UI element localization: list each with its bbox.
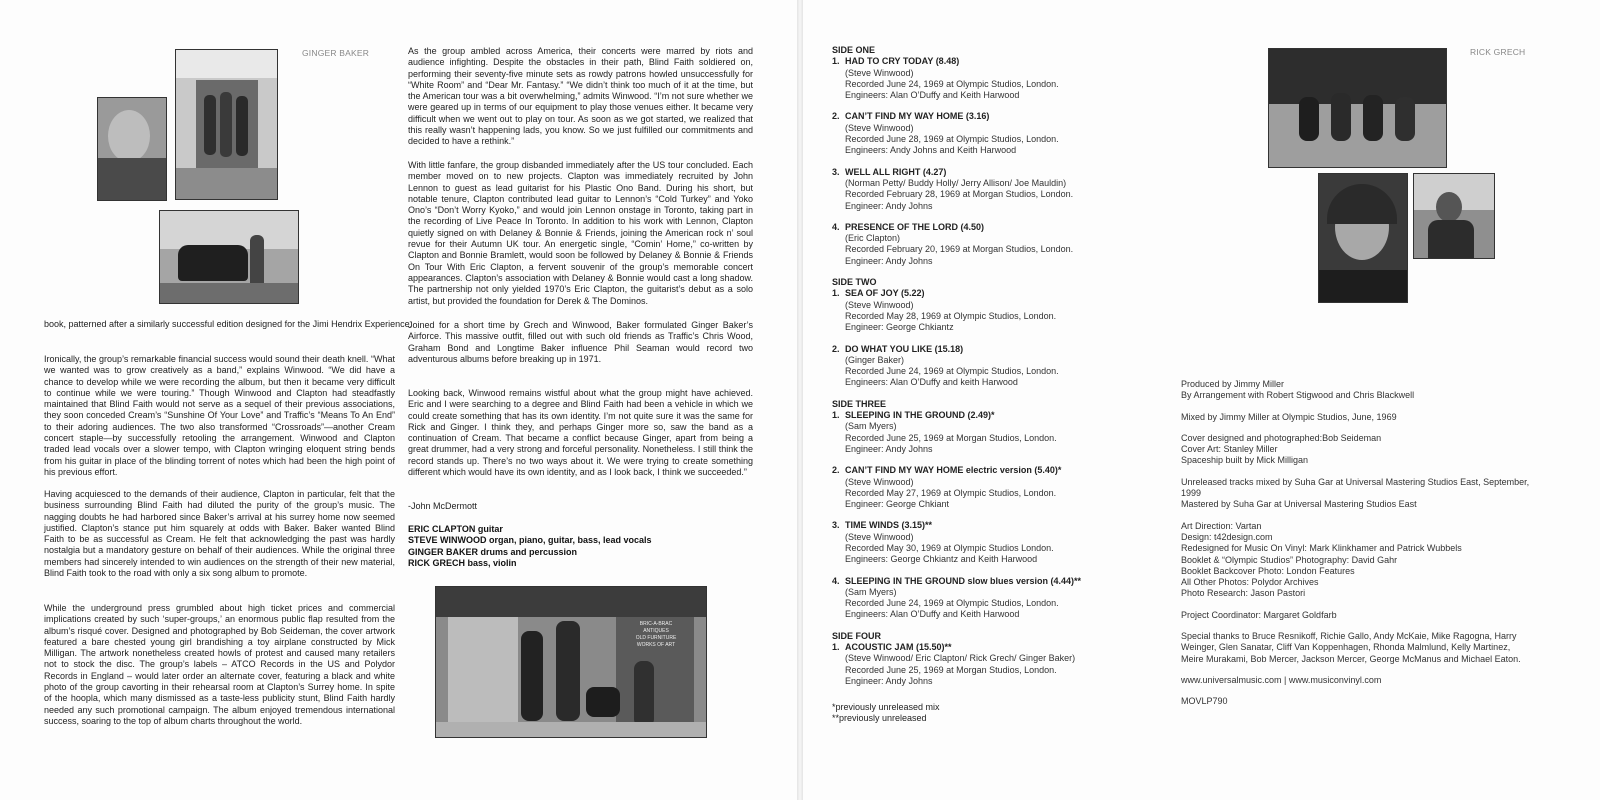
footnote: **previously unreleased bbox=[832, 713, 927, 724]
rick-grech-portrait-photo bbox=[1318, 173, 1408, 303]
track-detail: Engineer: George Chkiantz bbox=[845, 322, 954, 333]
track-detail: (Steve Winwood) bbox=[845, 531, 914, 542]
track-detail: Recorded February 20, 1969 at Morgan Studios, London. bbox=[845, 244, 1074, 255]
credit-block bbox=[1181, 433, 1531, 467]
track-title: DO WHAT YOU LIKE (15.18) bbox=[845, 343, 964, 354]
footnote: *previously unreleased mix bbox=[832, 702, 940, 712]
shop-sign-line: OLD FURNITURE bbox=[635, 635, 677, 641]
band-member-seated-photo bbox=[1413, 173, 1495, 259]
track-title: WELL ALL RIGHT (4.27) bbox=[845, 166, 947, 177]
band-doorway-photo bbox=[175, 49, 278, 200]
track-detail: Recorded June 24, 1969 at Olympic Studios, London. bbox=[845, 598, 1059, 609]
photo-credit-ginger-baker: GINGER BAKER bbox=[302, 48, 370, 58]
track-number: 3. bbox=[832, 166, 840, 177]
track-detail: Engineer: Andy Johns bbox=[845, 200, 933, 211]
track-detail: Recorded June 25, 1969 at Morgan Studios, London. bbox=[845, 432, 1057, 443]
track-number: 2. bbox=[832, 465, 840, 476]
track-detail: Recorded May 30, 1969 at Olympic Studios London. bbox=[845, 542, 1054, 553]
track-detail: (Steve Winwood) bbox=[845, 67, 914, 78]
credit-line: Cover Art: Stanley Miller bbox=[1181, 444, 1278, 455]
track-title: SLEEPING IN THE GROUND (2.49)* bbox=[845, 410, 995, 421]
track-number: 4. bbox=[832, 221, 840, 232]
shop-sign-line: WORKS OF ART bbox=[636, 642, 676, 648]
credit-line: Special thanks to Bruce Resnikoff, Richie Gallo, Andy McKaie, Mike Ragogna, Harry Weinger, Glen Sanatar, Cliff Van Koppenhagen, Rhonda Malmlund, Kelly Martinez, Meire Murakami, Bob Mercer, Jackson Mercer, George McManus and Michael Eaton. bbox=[1181, 631, 1521, 664]
side-heading: SIDE THREE bbox=[832, 398, 887, 409]
side-heading: SIDE FOUR bbox=[832, 630, 882, 641]
production-credits bbox=[1181, 379, 1531, 718]
track-detail: Engineers: George Chkiantz and Keith Harwood bbox=[845, 554, 1038, 565]
track-item bbox=[832, 410, 1162, 455]
track-title: HAD TO CRY TODAY (8.48) bbox=[845, 56, 960, 67]
footnotes bbox=[832, 702, 940, 725]
website-links: www.universalmusic.com | www.musiconvinyl.com bbox=[1181, 674, 1382, 685]
track-item bbox=[832, 520, 1162, 565]
credit-block bbox=[1181, 477, 1531, 511]
track-detail: Recorded May 27, 1969 at Olympic Studios, London. bbox=[845, 487, 1057, 498]
credit-line: Produced by Jimmy Miller bbox=[1181, 379, 1285, 389]
track-detail: Engineers: Alan O’Duffy and Keith Harwood bbox=[845, 609, 1020, 620]
track-number: 1. bbox=[832, 410, 840, 421]
left-page bbox=[0, 0, 797, 800]
track-number: 1. bbox=[832, 288, 840, 299]
lineup-member: ERIC CLAPTON guitar bbox=[408, 524, 503, 534]
track-detail: (Ginger Baker) bbox=[845, 354, 905, 365]
lineup-member: RICK GRECH bass, violin bbox=[408, 557, 517, 568]
street-car-photo bbox=[159, 210, 299, 304]
lineup-member: GINGER BAKER drums and percussion bbox=[408, 546, 578, 557]
track-title: CAN’T FIND MY WAY HOME (3.16) bbox=[845, 111, 990, 122]
credit-line: Spaceship built by Mick Milligan bbox=[1181, 455, 1309, 466]
band-seated-photo bbox=[1268, 48, 1447, 168]
track-detail: (Norman Petty/ Buddy Holly/ Jerry Allison/ Joe Mauldin) bbox=[845, 177, 1067, 188]
credit-block bbox=[1181, 631, 1531, 665]
track-detail: Recorded June 24, 1969 at Olympic Studios, London. bbox=[845, 78, 1059, 89]
lineup-member: STEVE WINWOOD organ, piano, guitar, bass, lead vocals bbox=[408, 535, 652, 546]
track-detail: Recorded June 25, 1969 at Morgan Studios, London. bbox=[845, 664, 1057, 675]
track-detail: Engineer: Andy Johns bbox=[845, 443, 933, 454]
credit-line: Project Coordinator: Margaret Goldfarb bbox=[1181, 609, 1337, 620]
track-title: PRESENCE OF THE LORD (4.50) bbox=[845, 221, 985, 232]
track-item bbox=[832, 167, 1162, 212]
track-detail: (Steve Winwood) bbox=[845, 476, 914, 487]
right-page bbox=[803, 0, 1600, 800]
track-item bbox=[832, 288, 1162, 333]
credit-block bbox=[1181, 412, 1531, 423]
track-detail: Engineers: Alan O’Duffy and Keith Harwood bbox=[845, 90, 1020, 101]
track-title: CAN’T FIND MY WAY HOME electric version (5.40)* bbox=[845, 465, 1062, 476]
track-detail: Engineers: Alan O’Duffy and keith Harwood bbox=[845, 377, 1018, 388]
track-detail: Recorded May 28, 1969 at Olympic Studios, London. bbox=[845, 310, 1057, 321]
track-item bbox=[832, 576, 1162, 621]
track-item bbox=[832, 56, 1162, 101]
track-title: TIME WINDS (3.15)** bbox=[845, 520, 933, 531]
article-paragraph: book, patterned after a similarly successful edition designed for the Jimi Hendrix Experience. bbox=[44, 319, 413, 329]
side-heading: SIDE TWO bbox=[832, 277, 877, 288]
track-detail: Recorded June 24, 1969 at Olympic Studios, London. bbox=[845, 366, 1059, 377]
track-number: 3. bbox=[832, 520, 840, 531]
credit-line: Art Direction: Vartan bbox=[1181, 520, 1262, 531]
track-detail: (Eric Clapton) bbox=[845, 233, 901, 244]
credit-block bbox=[1181, 675, 1531, 686]
credit-block bbox=[1181, 610, 1531, 621]
track-title: ACOUSTIC JAM (15.50)** bbox=[845, 642, 952, 653]
photo-credit-rick-grech: RICK GRECH bbox=[1470, 47, 1526, 57]
track-detail: Engineer: Andy Johns bbox=[845, 675, 933, 686]
credit-block bbox=[1181, 379, 1531, 402]
credit-line: Redesigned for Music On Vinyl: Mark Klinkhamer and Patrick Wubbels bbox=[1181, 543, 1462, 554]
track-item bbox=[832, 111, 1162, 156]
credit-block bbox=[1181, 696, 1531, 707]
credit-line: Design: t42design.com bbox=[1181, 531, 1273, 542]
track-number: 1. bbox=[832, 56, 840, 67]
track-title: SLEEPING IN THE GROUND slow blues version (4.44)** bbox=[845, 575, 1082, 586]
article-paragraph: As the group ambled across America, their concerts were marred by riots and audience infighting. Despite the obstacles in their path, Blind Faith soldiered on, performing their seventy-five minute sets as rowdy patrons howled unsuccessfully for “White Room” and “Dear Mr. Fantasy.” “We didn’t think too much of it at the time, but the American tour was a bit overwhelming,” admits Winwood. “I’m not sure whether we were geared up in terms of our equipment to play those venues either. It became very difficult when we went out to play on tour. As soon as we got started, we realized that this really wasn’t happening lads, you know. So we just fulfilled our commitments and decided to have a rethink.” bbox=[408, 46, 753, 147]
track-detail: Engineers: Andy Johns and Keith Harwood bbox=[845, 145, 1017, 156]
article-paragraph: Looking back, Winwood remains wistful about what the group might have achieved. Eric and I were searching to a degree and Blind Faith had been a vehicle in which we could create something that has its own identity. I’m not quite sure it was the same for Rick and Ginger. I think they, and perhaps Ginger more so, saw the band as a continuation of Cream. That became a conflict because Ginger, apart from being a great drummer, had a very strong and forceful personality. Nonetheless. I still think the record stands up. There’s no two ways about it. We were trying to create something different which would have its own identity, and as I look back, I think we succeeded.” bbox=[408, 388, 753, 478]
article-paragraph: Joined for a short time by Grech and Winwood, Baker formulated Ginger Baker’s Airforce. This massive outfit, filled out with such old friends as Traffic’s Chris Wood, Graham Bond and Longtime Baker influence Phil Seaman would record two adventurous albums before breaking up in 1971. bbox=[408, 320, 753, 364]
credit-line: Cover designed and photographed:Bob Seideman bbox=[1181, 432, 1382, 443]
track-number: 2. bbox=[832, 343, 840, 354]
track-detail: (Sam Myers) bbox=[845, 586, 897, 597]
side-heading: SIDE ONE bbox=[832, 45, 876, 55]
track-detail: Engineer: Andy Johns bbox=[845, 255, 933, 266]
tracklist bbox=[832, 45, 1162, 697]
article-paragraph: Having acquiesced to the demands of their audience, Clapton in particular, felt that the business surrounding Blind Faith had diluted the purity of the group’s music. The nagging doubts he had harbored since Baker’s arrival at his surrey home now seemed justified. Clapton’s stance put him squarely at odds with Baker. Baker wanted Blind Faith to be as successful as Cream. He felt that acknowledging the past was hardly nostalgia but a mandatory gesture on behalf of their audiences. While the original three members had sincerely intended to win audiences on the strength of their new material, Blind Faith took to the road with only a six song album to promote. bbox=[44, 489, 395, 579]
credit-line: By Arrangement with Robert Stigwood and Chris Blackwell bbox=[1181, 390, 1415, 401]
shop-front-band-photo bbox=[435, 586, 707, 738]
track-detail: (Steve Winwood) bbox=[845, 299, 914, 310]
track-detail: (Steve Winwood/ Eric Clapton/ Rick Grech/ Ginger Baker) bbox=[845, 653, 1076, 664]
track-detail: Engineer: George Chkiant bbox=[845, 499, 950, 510]
track-item bbox=[832, 642, 1162, 687]
track-title: SEA OF JOY (5.22) bbox=[845, 288, 925, 299]
credit-line: Mastered by Suha Gar at Universal Mastering Studios East bbox=[1181, 499, 1417, 510]
track-number: 2. bbox=[832, 111, 840, 122]
track-detail: (Steve Winwood) bbox=[845, 122, 914, 133]
track-number: 1. bbox=[832, 642, 840, 653]
track-detail: Recorded June 28, 1969 at Olympic Studios, London. bbox=[845, 134, 1059, 145]
catalog-number: MOVLP790 bbox=[1181, 696, 1228, 707]
credit-line: Photo Research: Jason Pastori bbox=[1181, 588, 1306, 599]
credit-block bbox=[1181, 521, 1531, 600]
track-item bbox=[832, 344, 1162, 389]
author-signature: -John McDermott bbox=[408, 501, 478, 511]
track-item bbox=[832, 465, 1162, 510]
track-number: 4. bbox=[832, 575, 840, 586]
article-paragraph: Ironically, the group’s remarkable financial success would sound their death knell. “What we wanted was to grow creatively as a band,” explains Winwood. “We did have a chance to develop while we were recording the album, but then it became very difficult to continue while we were touring.” Though Winwood and Clapton had steadfastly maintained that Blind Faith would not serve as a sequel of their previous associations, they soon conceded Cream’s “Sunshine Of Your Love” and Traffic’s “Means To An End” to their adoring audiences. The two also transformed “Crossroads”—another Cream concert staple—by successfully retooling the arrangement. Winwood and Clapton traded lead vocals over a slower tempo, with Clapton wringing eloquent string bends from his guitar in place of the blinding torrent of notes which had been the high point of his previous effort. bbox=[44, 354, 395, 477]
article-paragraph: While the underground press grumbled about high ticket prices and commercial implications created by such ‘super-groups,’ an enormous public flap resulted from the album’s risqué cover. Designed and photographed by Bob Seideman, the cover artwork featured a bare chested young girl brandishing a toy airplane constructed by Mick Milligan. The artwork nonetheless created howls of protest and caused many retailers not to stock the disc. The group’s labels – ATCO Records in the US and Polydor Records in England – would later order an alternate cover, featuring a black and white photo of the group cavorting in their rehearsal room at Clapton’s Surrey home. In spite of the hoopla, which many dismissed as a taste-less publicity stunt, Blind Faith hardly needed any such promotional campaign. The album enjoyed tremendous international success, soaring to the top of album charts throughout the world. bbox=[44, 603, 395, 726]
shop-sign-line: BRIC-A-BRAC bbox=[639, 621, 673, 627]
credit-line: Booklet Backcover Photo: London Features bbox=[1181, 565, 1355, 576]
track-item bbox=[832, 222, 1162, 267]
credit-line: Mixed by Jimmy Miller at Olympic Studios, June, 1969 bbox=[1181, 411, 1397, 422]
shop-sign-line: ANTIQUES bbox=[643, 628, 669, 634]
credit-line: All Other Photos: Polydor Archives bbox=[1181, 577, 1319, 588]
ginger-baker-portrait-photo bbox=[97, 97, 167, 201]
credit-line: Unreleased tracks mixed by Suha Gar at Universal Mastering Studios East, September, 1999 bbox=[1181, 476, 1530, 499]
credit-line: Booklet & “Olympic Studios” Photography: David Gahr bbox=[1181, 554, 1398, 565]
track-detail: (Sam Myers) bbox=[845, 421, 897, 432]
band-lineup bbox=[408, 524, 753, 569]
article-paragraph: With little fanfare, the group disbanded immediately after the US tour concluded. Each member moved on to new projects. Clapton was immediately recruited by John Lennon to guest as lead guitarist for his Plastic Ono Band. During his short, but notable tenure, Clapton contributed lead guitar to Lennon’s “Cold Turkey” and Yoko Ono’s “Don’t Worry Kyoko,” and would join Lennon onstage in Toronto, taking part in the recording of Live Peace In Toronto. In addition to his work with Lennon, Clapton quietly signed on with Delaney & Bonnie & Friends, joining the American rock n’ soul revue for their Autumn UK tour. An energetic single, “Comin’ Home,” co-written by Clapton and Bonnie Bramlett, would soon be followed by Delaney & Bonnie & Friends On Tour With Eric Clapton, a fervent souvenir of the group’s memorable concert appearances. Clapton’s association with Delaney & Bonnie would cast a long shadow. The partnership not only yielded 1970’s Eric Clapton, the guitarist’s debut as a solo artist, but provided the foundation for Derek & The Dominos. bbox=[408, 160, 753, 306]
track-detail: Recorded February 28, 1969 at Morgan Studios, London. bbox=[845, 189, 1074, 200]
